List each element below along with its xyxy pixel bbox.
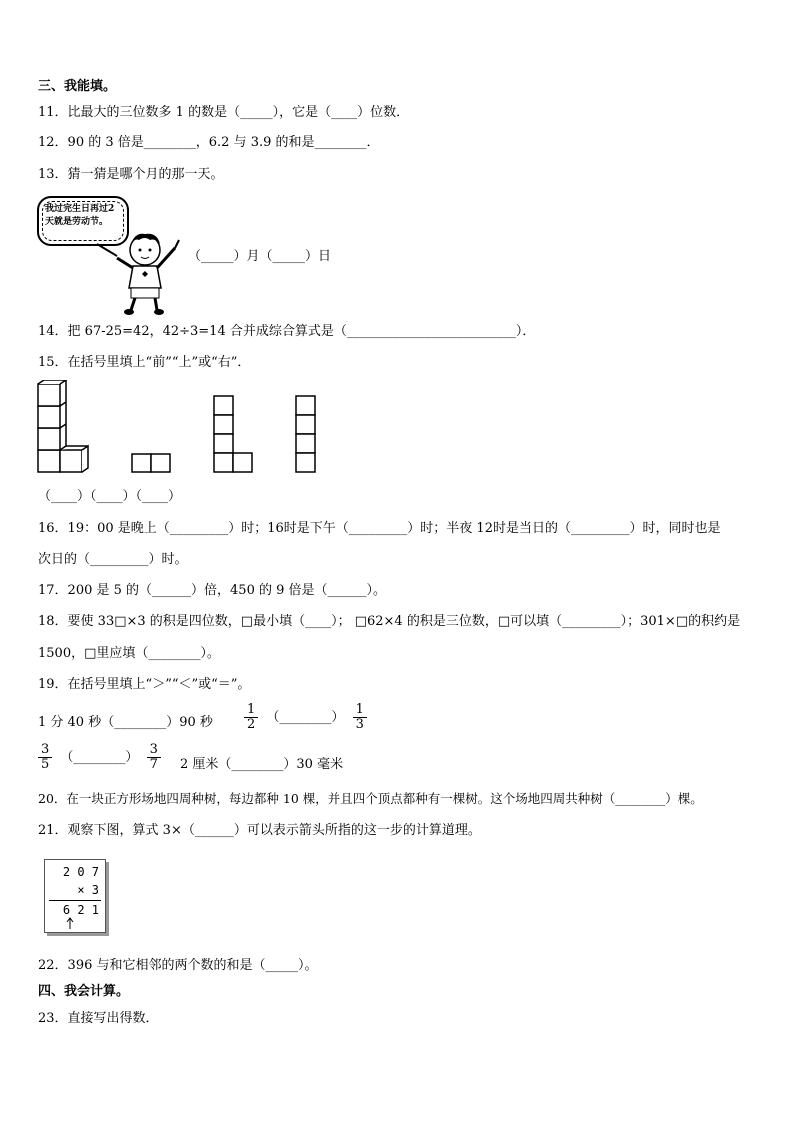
question-16-line-2: 次日的（_________）时。 [38,552,188,567]
multiplication-figure [44,859,106,933]
question-16-line-1: 16．19：00 是晚上（_________）时；16时是下午（_________）时；半夜 12时是当日的（_________）时，同时也是 [38,521,721,536]
fraction-numerator: 1 [353,703,367,718]
l-shaped-3d-figure [38,380,88,472]
fraction-numerator: 3 [147,743,161,758]
question-19-a: 1 分 40 秒（________）90 秒 [38,715,213,730]
front-view-figure [132,454,170,472]
question-12: 12．90 的 3 倍是________，6.2 与 3.9 的和是________． [38,135,380,150]
question-11: 11．比最大的三位数多 1 的数是（_____），它是（____）位数． [38,105,410,120]
multiplicand: 2 0 7 [62,865,99,879]
calc-rule [49,900,101,901]
fraction-denominator: 3 [355,717,364,732]
question-17: 17．200 是 5 的（______）倍，450 的 9 倍是（______）。 [38,583,387,598]
question-23: 23．直接写出得数． [38,1011,159,1026]
section-4-heading: 四、我会计算。 [38,984,130,999]
question-19-b [240,703,371,732]
arrow-up-icon [66,917,74,929]
right-view-figure [214,396,252,472]
question-15: 15．在括号里填上“前”“上”或“右”． [38,355,251,370]
fraction-three-fifths [38,743,52,772]
section-3-heading: 三、我能填。 [38,79,117,94]
question-20: 20．在一块正方形场地四周种树，每边都种 10 棵，并且四个顶点都种有一棵树。这个场地四周共种树（________）棵。 [38,791,703,806]
fraction-denominator: 5 [41,757,50,772]
multiplier: × 3 [77,883,99,897]
question-13: 13．猜一猜是哪个月的那一天。 [38,167,224,182]
question-19-c [34,743,165,772]
boy-illustration [95,226,190,316]
fraction-numerator: 1 [244,703,258,718]
fraction-three-sevenths [147,743,161,772]
product: 6 2 1 [62,903,99,917]
question-19-c-blank: （________） [60,750,139,765]
question-18-line-1: 18．要使 33□×3 的积是四位数，□最小填（____）； □62×4 的积是三位数，□可以填（_________）；301×□的积约是 [38,614,741,629]
cube-figures [36,380,326,475]
question-19-b-blank: （________） [266,710,345,725]
fraction-one-half [244,703,258,732]
question-19-d: 2 厘米（________）30 毫米 [180,757,344,772]
question-19: 19．在括号里填上“＞”“＜”或“＝”。 [38,677,251,692]
fraction-one-third [353,703,367,732]
question-18-line-2: 1500，□里应填（________）。 [38,646,220,661]
bubble-text: 我过完生日再过2天就是劳动节。 [45,204,115,227]
question-15-answers: （____）（____）（____） [38,489,182,504]
question-14: 14．把 67-25=42，42÷3=14 合并成综合算式是（__________________________）． [38,324,536,339]
question-21: 21．观察下图，算式 3×（______）可以表示箭头所指的这一步的计算道理。 [38,823,481,838]
fraction-denominator: 2 [247,717,256,732]
fraction-denominator: 7 [149,757,158,772]
question-13-answer: （_____）月（_____）日 [188,249,332,264]
side-view-figure [296,396,315,472]
fraction-numerator: 3 [38,743,52,758]
question-22: 22．396 与和它相邻的两个数的和是（_____）。 [38,958,318,973]
